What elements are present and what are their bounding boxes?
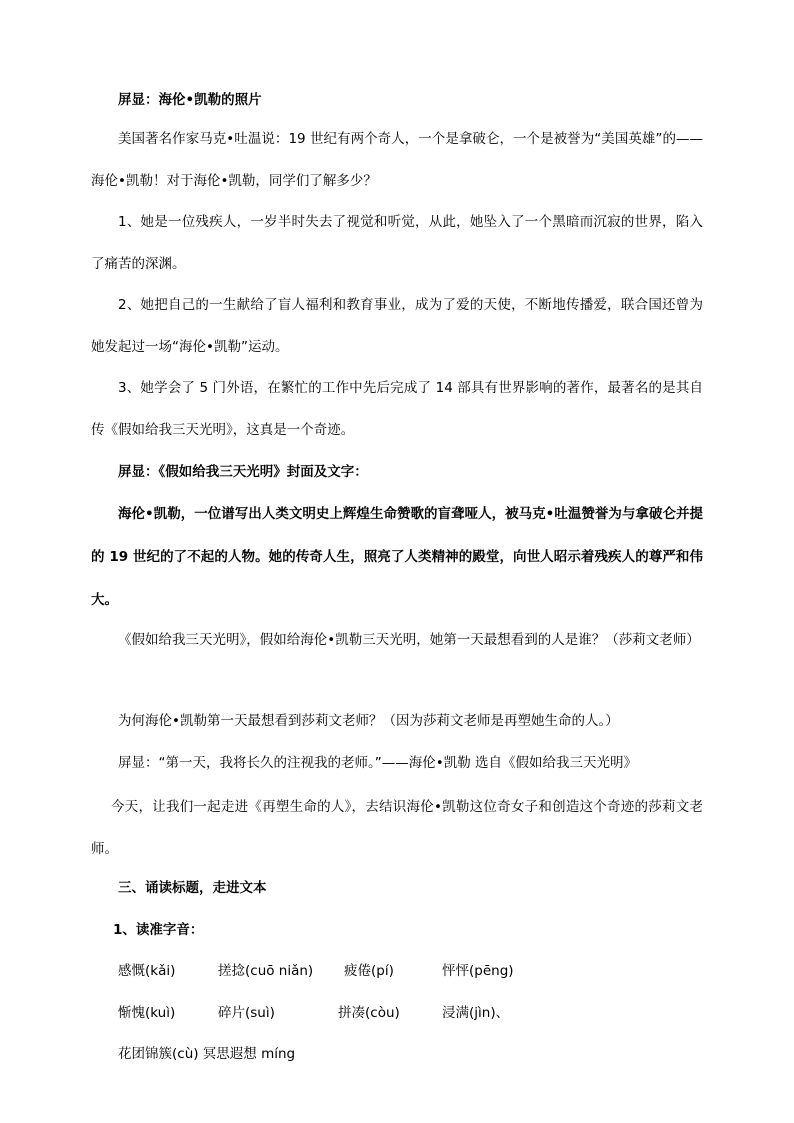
screen-note-photo: 屏显：海伦•凯勒的照片	[118, 92, 262, 108]
screen-note-cover: 屏显：《假如给我三天光明》封面及文字：	[118, 464, 368, 480]
word-item: 惭愧(kuì)	[118, 1005, 176, 1021]
paragraph-lead-in: 今天，让我们一起走进《再塑生命的人》，去结识海伦•凯勒这位奇女子和创造这个奇迹的莎莉文老师。	[91, 799, 703, 857]
word-item: 浸满(jìn)、	[442, 1005, 510, 1021]
word-item: 怦怦(pēng)	[442, 963, 514, 979]
word-item: 拼凑(còu)	[338, 1005, 400, 1021]
paragraph-intro: 美国著名作家马克•吐温说：19 世纪有两个奇人，一个是拿破仑，一个是被誉为“美国英雄”的——海伦•凯勒！对于海伦•凯勒，同学们了解多少？	[91, 131, 703, 189]
paragraph-question-1: 《假如给我三天光明》，假如给海伦•凯勒三天光明，她第一天最想看到的人是谁？（莎莉文老师）	[118, 632, 700, 648]
paragraph-fact-2: 2、她把自己的一生献给了盲人福利和教育事业，成为了爱的天使，不断地传播爱，联合国还曾为她发起过一场“海伦•凯勒”运动。	[91, 297, 703, 355]
word-item: 疲倦(pí)	[344, 963, 394, 979]
paragraph-fact-3: 3、她学会了 5 门外语，在繁忙的工作中先后完成了 14 部具有世界影响的著作，最著名的是其自传《假如给我三天光明》，这真是一个奇迹。	[91, 380, 703, 438]
subheading-pronunciation: 1、读准字音：	[113, 922, 204, 938]
word-item: 搓捻(cuō niǎn)	[218, 963, 314, 979]
paragraph-cover-text: 海伦•凯勒，一位谱写出人类文明史上辉煌生命赞歌的盲聋哑人，被马克•吐温赞誉为与拿破仑并提的 19 世纪的了不起的人物。她的传奇人生，照亮了人类精神的殿堂，向世人昭示着残疾人的尊严和伟大。	[91, 506, 703, 608]
word-item: 花团锦簇(cù) 冥思遐想 míng	[118, 1046, 296, 1062]
paragraph-fact-1: 1、她是一位残疾人，一岁半时失去了视觉和听觉，从此，她坠入了一个黑暗而沉寂的世界，陷入了痛苦的深渊。	[91, 214, 703, 272]
paragraph-question-2: 为何海伦•凯勒第一天最想看到莎莉文老师？（因为莎莉文老师是再塑她生命的人。）	[118, 713, 619, 729]
section-heading-3: 三、诵读标题，走进文本	[118, 880, 267, 896]
screen-note-quote: 屏显：“第一天，我将长久的注视我的老师。”——海伦•凯勒 选自《假如给我三天光明》	[118, 755, 637, 771]
word-item: 碎片(suì)	[218, 1005, 275, 1021]
word-item: 感慨(kǎi)	[118, 963, 176, 979]
